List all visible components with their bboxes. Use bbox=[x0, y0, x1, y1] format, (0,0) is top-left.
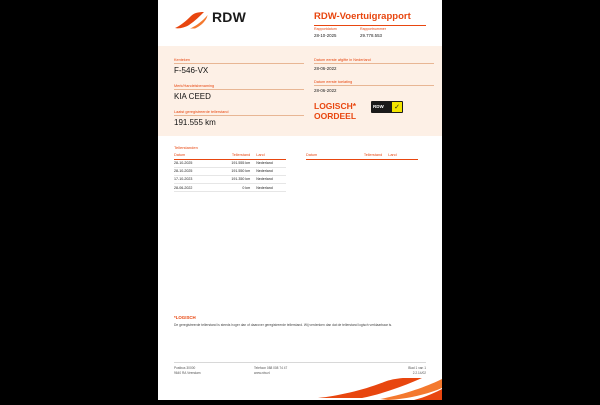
licence-plate-label: Kenteken bbox=[174, 58, 304, 64]
summary-band bbox=[158, 46, 442, 136]
table-row bbox=[174, 175, 286, 183]
cell-tellerstand: 191.555 km bbox=[214, 159, 256, 167]
vehicle-summary-right bbox=[314, 58, 434, 102]
rdw-swoosh-icon bbox=[174, 12, 208, 30]
table-row bbox=[174, 167, 286, 175]
page-title: RDW-Voertuigrapport bbox=[314, 11, 411, 22]
column-header-tellerstand: Tellerstand bbox=[214, 153, 256, 159]
footer-address-line-2: 9640 RA Veendam bbox=[174, 370, 201, 375]
cell-datum: 28-06-2022 bbox=[174, 184, 214, 192]
brand-name: RDW bbox=[212, 9, 247, 25]
verdict-block bbox=[314, 101, 356, 121]
first-nl-registration-label: Datum eerste afgifte in Nederland bbox=[314, 58, 434, 64]
table-row bbox=[174, 159, 286, 167]
column-header-tellerstand: Tellerstand bbox=[346, 153, 388, 159]
table-column-gap bbox=[286, 153, 306, 192]
footer-divider bbox=[174, 362, 426, 363]
table-header-row bbox=[306, 153, 418, 159]
first-admission-label: Datum eerste toelating bbox=[314, 80, 434, 86]
make-model-label: Merk/Handelsbenaming bbox=[174, 84, 304, 90]
table-title: Tellerstanden bbox=[174, 145, 198, 150]
report-date-label: Rapportdatum bbox=[314, 27, 337, 31]
footer-form-code: 2.2.14/02 bbox=[412, 370, 426, 375]
footnote-section bbox=[174, 315, 408, 328]
licence-plate-value: F-546-VX bbox=[174, 66, 209, 75]
report-number-label: Rapportnummer bbox=[360, 27, 386, 31]
cell-land: Nederland bbox=[256, 184, 286, 192]
first-admission-value: 28-06-2022 bbox=[314, 88, 337, 93]
report-number-value: 29.778.553 bbox=[360, 33, 382, 38]
footer-phone: Telefoon 088 008 74 47 bbox=[254, 366, 288, 370]
verdict-line-2: OORDEEL bbox=[314, 111, 357, 121]
odometer-table-left bbox=[174, 153, 286, 192]
column-header-land: Land bbox=[256, 153, 286, 159]
first-nl-registration-value: 28-06-2022 bbox=[314, 66, 337, 71]
vehicle-summary-left bbox=[174, 58, 304, 136]
header-divider bbox=[314, 25, 426, 26]
footer-swoosh-icon bbox=[318, 378, 442, 400]
check-icon: ✓ bbox=[392, 102, 402, 112]
column-header-datum: Datum bbox=[306, 153, 346, 159]
document-footer bbox=[174, 366, 426, 375]
make-model-value: KIA CEED bbox=[174, 92, 211, 101]
table-row bbox=[174, 184, 286, 192]
footer-page-number: Blad 1 van 1 bbox=[408, 366, 426, 370]
last-odometer-value: 191.555 km bbox=[174, 118, 216, 127]
verdict-line-1: LOGISCH* bbox=[314, 101, 357, 111]
footer-address-line-1: Postbus 30000 bbox=[174, 366, 196, 370]
cell-tellerstand: 191.550 km bbox=[214, 167, 256, 175]
column-header-land: Land bbox=[388, 153, 418, 159]
report-meta-labels bbox=[314, 27, 434, 31]
report-date-value: 28-10-2025 bbox=[314, 33, 337, 38]
footnote-title: *LOGISCH bbox=[174, 315, 196, 320]
odometer-table-right bbox=[306, 153, 418, 160]
report-meta-values bbox=[314, 33, 434, 38]
cell-land: Nederland bbox=[256, 167, 286, 175]
footer-website: www.rdw.nl bbox=[254, 370, 270, 375]
footnote-body: De geregistreerde tellerstand is steeds hoger dan of daarover geregistreerde tellerstand. Wij verdenken dan dat de tellerstand logisch verklaarbaar is. bbox=[174, 323, 393, 327]
cell-datum: 28-10-2025 bbox=[174, 159, 214, 167]
badge-label: RDW bbox=[373, 104, 384, 109]
cell-datum: 17-10-2023 bbox=[174, 175, 214, 183]
last-odometer-label: Laatst geregistreerde tellerstand bbox=[174, 110, 304, 116]
rdw-approval-badge bbox=[371, 101, 403, 113]
odometer-table-section bbox=[174, 145, 426, 192]
cell-datum: 28-10-2025 bbox=[174, 167, 214, 175]
document-page bbox=[158, 0, 442, 400]
cell-tellerstand: 0 km bbox=[214, 184, 256, 192]
column-header-datum: Datum bbox=[174, 153, 214, 159]
cell-land: Nederland bbox=[256, 159, 286, 167]
document-header bbox=[158, 0, 442, 46]
cell-land: Nederland bbox=[256, 175, 286, 183]
cell-tellerstand: 191.350 km bbox=[214, 175, 256, 183]
